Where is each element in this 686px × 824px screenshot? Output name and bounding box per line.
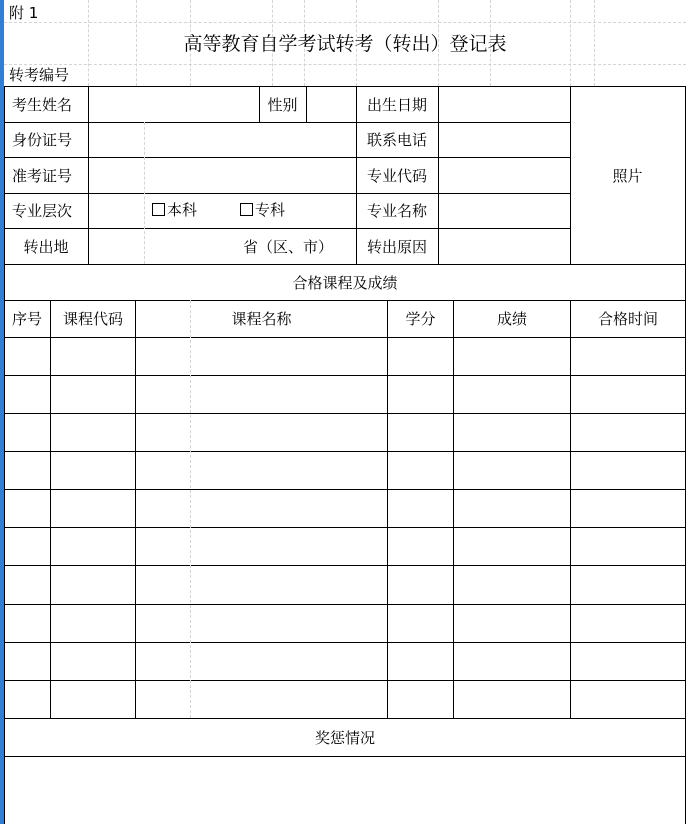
column-header-pass-date: 合格时间	[597, 310, 658, 328]
border	[50, 300, 51, 718]
major-name-label: 专业名称	[366, 202, 427, 220]
gridline	[4, 64, 686, 65]
admission-number-label: 准考证号	[12, 166, 73, 185]
major-code-field[interactable]	[439, 157, 570, 193]
border	[4, 680, 686, 681]
border	[4, 451, 686, 452]
border	[4, 642, 686, 643]
border	[4, 527, 686, 528]
transfer-reason-field[interactable]	[439, 228, 570, 264]
transfer-reason-label: 转出原因	[366, 237, 427, 256]
border	[4, 413, 686, 414]
benke-option-label: 本科	[167, 201, 198, 219]
rewards-section-title: 奖惩情况	[314, 728, 375, 747]
border	[4, 337, 686, 338]
rewards-field[interactable]	[5, 757, 685, 824]
courses-section-title: 合格课程及成绩	[292, 273, 398, 292]
checkbox-icon[interactable]	[152, 203, 165, 216]
benke-option[interactable]	[152, 200, 197, 220]
registration-form-sheet	[4, 0, 686, 824]
checkbox-icon[interactable]	[240, 203, 253, 216]
form-title: 高等教育自学考试转考（转出）登记表	[183, 33, 507, 55]
gridline	[4, 22, 686, 23]
column-header-score: 成绩	[496, 310, 527, 328]
border	[453, 300, 454, 718]
id-number-field[interactable]	[89, 122, 356, 157]
zhuanke-option-label: 专科	[255, 201, 286, 219]
id-number-label: 身份证号	[12, 131, 73, 149]
phone-field[interactable]	[439, 122, 570, 157]
column-header-course-name: 课程名称	[231, 310, 292, 328]
column-header-index: 序号	[11, 310, 42, 328]
column-header-course-code: 课程代码	[62, 310, 123, 328]
border	[4, 565, 686, 566]
phone-label: 联系电话	[366, 131, 427, 149]
birth-date-field[interactable]	[439, 86, 570, 122]
zhuanke-option[interactable]	[240, 200, 285, 220]
name-label: 考生姓名	[12, 95, 73, 114]
border	[570, 300, 571, 718]
major-code-label: 专业代码	[366, 166, 427, 185]
province-suffix-label: 省（区、市）	[242, 237, 333, 256]
admission-number-field[interactable]	[89, 157, 356, 193]
border	[4, 375, 686, 376]
attachment-label: 附 1	[9, 4, 39, 22]
column-header-credits: 学分	[405, 310, 436, 328]
border	[4, 489, 686, 490]
photo-box: 照片	[612, 166, 643, 185]
transfer-from-label: 转出地	[23, 237, 69, 256]
transfer-number-label: 转考编号	[9, 66, 70, 84]
border	[387, 300, 388, 718]
name-field[interactable]	[89, 86, 259, 122]
gender-label: 性别	[267, 95, 298, 114]
birth-date-label: 出生日期	[366, 95, 427, 114]
major-name-field[interactable]	[439, 193, 570, 228]
border	[4, 604, 686, 605]
gender-field[interactable]	[307, 86, 356, 122]
major-level-label: 专业层次	[12, 202, 73, 220]
gridline	[190, 300, 191, 718]
border	[135, 300, 136, 718]
